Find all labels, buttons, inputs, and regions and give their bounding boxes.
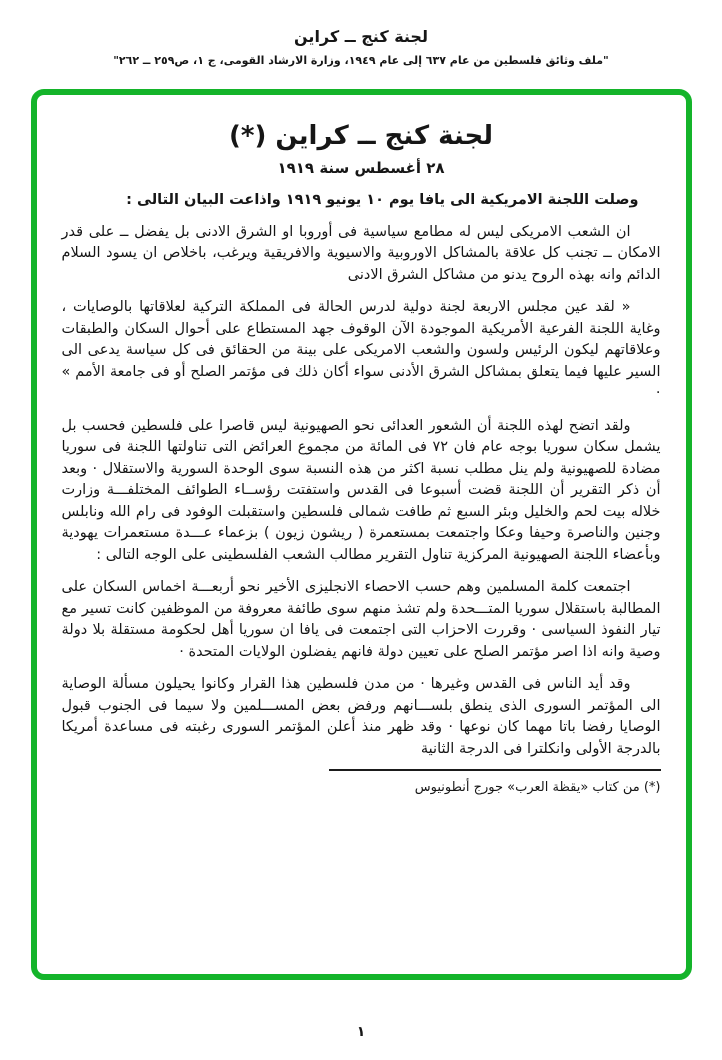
page-header bbox=[0, 0, 722, 67]
paragraph-1: ان الشعب الامريكى ليس له مطامع سياسية فى أوروبا او الشرق الادنى بل يفضل ــ على قدر الامكان ــ تجنب كل علاقة بالمشاكل الاوروبية والاسيوية والافريقية ويرغب، باخلاص ان يسود السلام الدائم وانه بهذه الروح يدنو من مشاكل الشرق الادنى bbox=[61, 223, 661, 283]
document-green-box bbox=[31, 89, 692, 980]
lead-paragraph: وصلت اللجنة الامريكية الى يافا يوم ١٠ يونيو ١٩١٩ واذاعت البيان التالى : bbox=[126, 191, 639, 208]
document-title: لجنة كنج ــ كراين (*) bbox=[228, 121, 494, 151]
header-title: لجنة كنج ــ كراين bbox=[294, 27, 428, 46]
header-source-citation: "ملف وثائق فلسطين من عام ٦٣٧ إلى عام ١٩٤٩، وزارة الارشاد القومى، ج ١، ص٢٥٩ ــ ٢٦٢" bbox=[113, 54, 609, 67]
document-date: ٢٨ أغسطس سنة ١٩١٩ bbox=[277, 158, 445, 177]
paragraph-4: اجتمعت كلمة المسلمين وهم حسب الاحصاء الانجليزى الأخير نحو أربعـــة اخماس السكان على المطالبة باستقلال سوريا المتـــحدة ولم تشذ منهم سوى طائفة معروفة من الموظفين كانت تسير مع تيار النفوذ السياسى · وقررت الاحزاب التى اجتمعت فى يافا ان سوريا أهل لحكومة مستقلة بلا دولة وصية وانه اذا اصر مؤتمر الصلح على تعيين دولة فانهم يفضلون الولايات المتحدة · bbox=[61, 579, 661, 660]
page-number: ١ bbox=[356, 1024, 366, 1040]
footnote: (*) من كتاب «يقظة العرب» جورج أنطونيوس bbox=[329, 769, 661, 797]
paragraph-3: ولقد اتضح لهذه اللجنة أن الشعور العدائى نحو الصهيونية ليس قاصرا على فلسطين فحسب بل يشمل سكان سوريا بوجه عام فان ٧٢ فى المائة من مجموع العرائض التى تناولتها اللجنة فى سوريا مضادة للصهيونية ولم ينل مطلب نسبة اكثر من هذه النسبة سوى الوحدة السورية والاستقلال · وبعد أن ذكر التقرير أن اللجنة قضت أسبوعا فى القدس واستفتت رؤســاء الطوائف المختلفـــة وزارت خلاله بيت لحم والخليل وبئر السبع ثم طافت شمالى فلسطين واستقبلت الوفود فى رام الله ونابلس وجنين والناصرة وحيفا وعكا واجتمعت بمستعمرة ( ريشون زيون ) بزعماء عـــدة مستعمرات يهودية وبأعضاء اللجنة الصهيونية المركزية تناول التقرير مطالب الشعب الفلسطينى على الوجه التالى : bbox=[61, 417, 661, 563]
paragraph-2-quote: « لقد عين مجلس الاربعة لجنة دولية لدرس الحالة فى المملكة التركية لعلاقاتها بالوصايات ، وغاية اللجنة الفرعية الأمريكية الموجودة الآن الوقوف جهد المستطاع على أحوال السكان والطبقات وعلاقاتهم ليكون الرئيس ولسون والشعب الامريكى على بينة من الحقائق فى كل سياسة يدعى الى السير عليها فيما يتعلق بمشاكل الشرق الأدنى سواء أكان ذلك فى مؤتمر الصلح أو فى جامعة الأمم » · bbox=[61, 299, 661, 401]
paragraph-5: وقد أيد الناس فى القدس وغيرها · من مدن فلسطين هذا القرار وكانوا يحيلون مسألة الوصاية الى المؤتمر السورى الذى ينطق بلســـانهم ورفض بعض المســـلمين ولا سيما فى الجنوب قبول الوصايا رفضا باتا مهما كان نوعها · وقد ظهر منذ أعلن المؤتمر السورى رغبته فى مساعدة أمريكا بالدرجة الأولى وانكلترا فى الدرجة الثانية bbox=[61, 676, 661, 757]
